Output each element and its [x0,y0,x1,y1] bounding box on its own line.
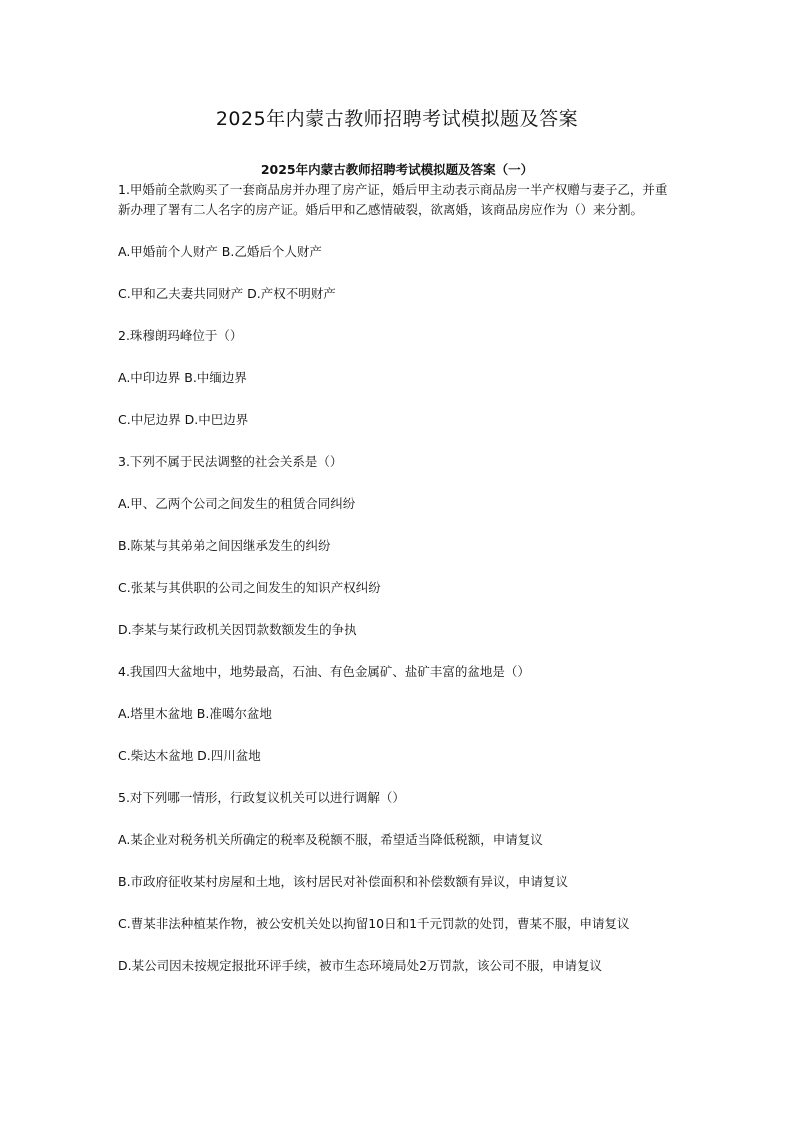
question-list [118,180,678,998]
question-2-options-ab: A.中印边界 B.中缅边界 [118,370,247,385]
question-5-option-b: B.市政府征收某村房屋和土地，该村居民对补偿面积和补偿数额有异议，申请复议 [118,874,569,889]
question-5-option-d: D.某公司因未按规定报批环评手续，被市生态环境局处2万罚款，该公司不服，申请复议 [118,958,603,973]
question-1: 1.甲婚前全款购买了一套商品房并办理了房产证，婚后甲主动表示商品房一半产权赠与妻子乙，并重新办理了署有二人名字的房产证。婚后甲和乙感情破裂，欲离婚，该商品房应作为（）来分割。 [118,182,668,217]
question-3-option-a: A.甲、乙两个公司之间发生的租赁合同纠纷 [118,496,356,511]
question-3-option-c: C.张某与其供职的公司之间发生的知识产权纠纷 [118,580,381,595]
question-1-options-cd: C.甲和乙夫妻共同财产 D.产权不明财产 [118,286,336,301]
question-5-option-a: A.某企业对税务机关所确定的税率及税额不服，希望适当降低税额，申请复议 [118,832,543,847]
page-title: 2025年内蒙古教师招聘考试模拟题及答案 [215,108,579,130]
question-4: 4.我国四大盆地中，地势最高，石油、有色金属矿、盐矿丰富的盆地是（） [118,664,530,679]
question-4-options-cd: C.柴达木盆地 D.四川盆地 [118,748,261,763]
question-2-options-cd: C.中尼边界 D.中巴边界 [118,412,249,427]
question-3-option-d: D.李某与某行政机关因罚款数额发生的争执 [118,622,357,637]
question-3-option-b: B.陈某与其弟弟之间因继承发生的纠纷 [118,538,331,553]
question-5-option-c: C.曹某非法种植某作物，被公安机关处以拘留10日和1千元罚款的处罚，曹某不服，申请复议 [118,916,630,931]
question-3: 3.下列不属于民法调整的社会关系是（） [118,454,343,469]
section-title: 2025年内蒙古教师招聘考试模拟题及答案（一） [260,162,534,177]
question-1-options-ab: A.甲婚前个人财产 B.乙婚后个人财产 [118,244,322,259]
question-2: 2.珠穆朗玛峰位于（） [118,328,243,343]
question-4-options-ab: A.塔里木盆地 B.准噶尔盆地 [118,706,272,721]
question-5: 5.对下列哪一情形，行政复议机关可以进行调解（） [118,790,405,805]
